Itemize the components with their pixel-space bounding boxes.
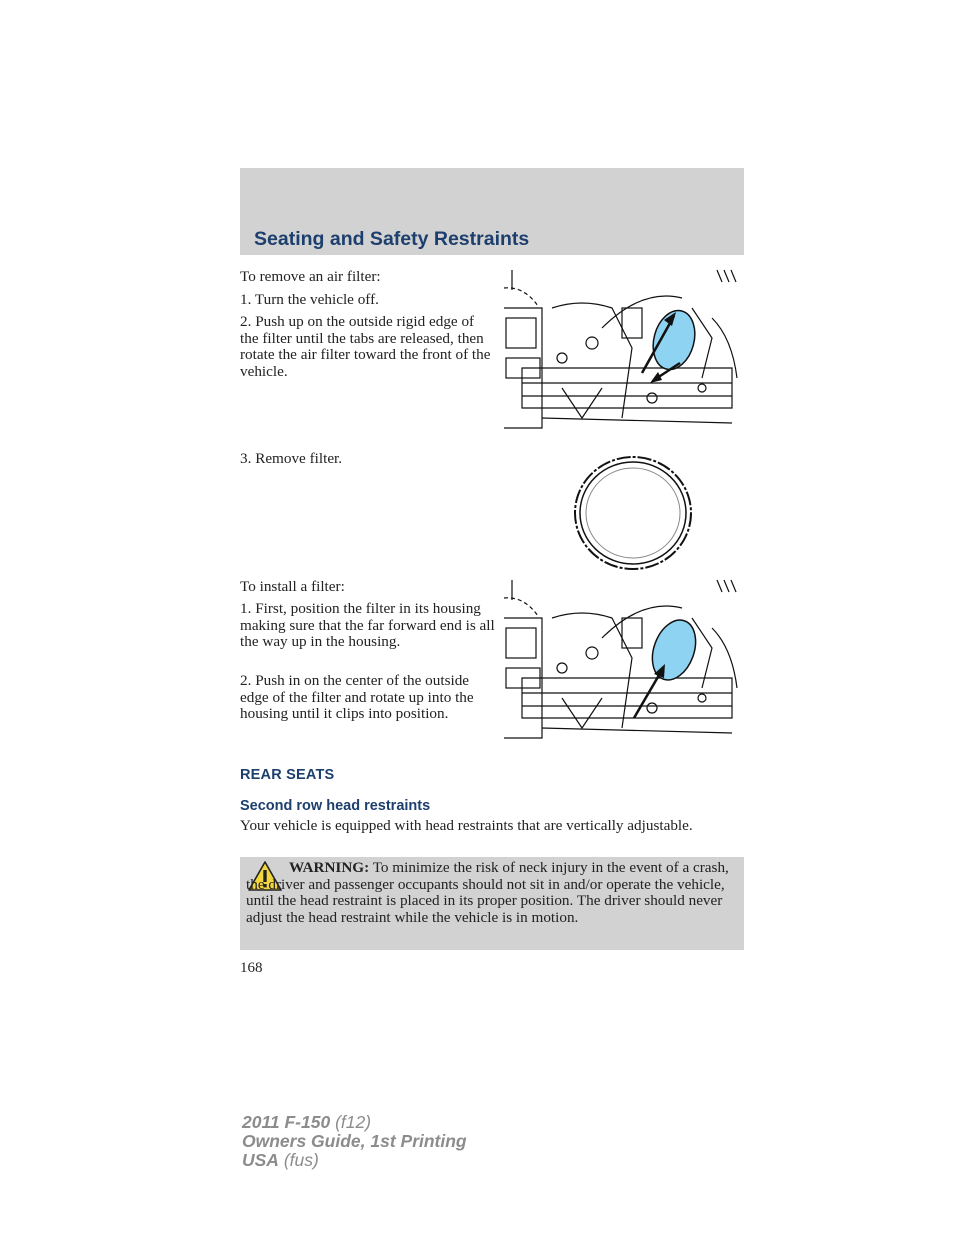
footer-model: 2011 F-150 (242, 1112, 331, 1132)
air-filter-illustration (572, 455, 694, 572)
footer-model-code: (f12) (335, 1112, 372, 1132)
second-row-heading: Second row head restraints (240, 798, 431, 814)
warning-label: WARNING: (289, 859, 370, 876)
filter-removal-illustration (502, 268, 748, 436)
footer-line-1 (242, 1113, 467, 1132)
rear-seats-heading: REAR SEATS (240, 767, 335, 783)
filter-install-illustration (502, 578, 748, 746)
page-number: 168 (240, 960, 263, 976)
install-step-1: 1. First, position the filter in its housing making sure that the far forward end is all the way up in the housing. (240, 600, 495, 650)
install-step-2: 2. Push in on the center of the outside edge of the filter and rotate up into the housing until it clips into position. (240, 672, 474, 722)
section-header-band (240, 168, 744, 255)
footer-market-code: (fus) (283, 1150, 319, 1170)
warning-body: To minimize the risk of neck injury in the event of a crash, the driver and passenger occupants should not sit in and/or operate the vehicle, until the head restraint is placed in its proper position. The driver should never adjust the head restraint while the vehicle is in motion. (246, 859, 729, 926)
section-title: Seating and Safety Restraints (254, 228, 530, 250)
remove-step-2: 2. Push up on the outside rigid edge of the filter until the tabs are released, then rotate the air filter toward the front of the vehicle. (240, 313, 491, 380)
footer-market: USA (242, 1150, 279, 1170)
remove-step-3: 3. Remove filter. (240, 450, 343, 467)
footer-line-3 (242, 1151, 467, 1170)
remove-intro: To remove an air filter: (240, 268, 381, 285)
install-intro: To install a filter: (240, 578, 345, 595)
remove-step-1: 1. Turn the vehicle off. (240, 291, 379, 308)
footer-line-2: Owners Guide, 1st Printing (242, 1131, 467, 1151)
footer (242, 1113, 467, 1170)
rear-seats-body: Your vehicle is equipped with head restraints that are vertically adjustable. (240, 817, 693, 834)
warning-text (246, 860, 738, 926)
warning-box (240, 857, 744, 950)
